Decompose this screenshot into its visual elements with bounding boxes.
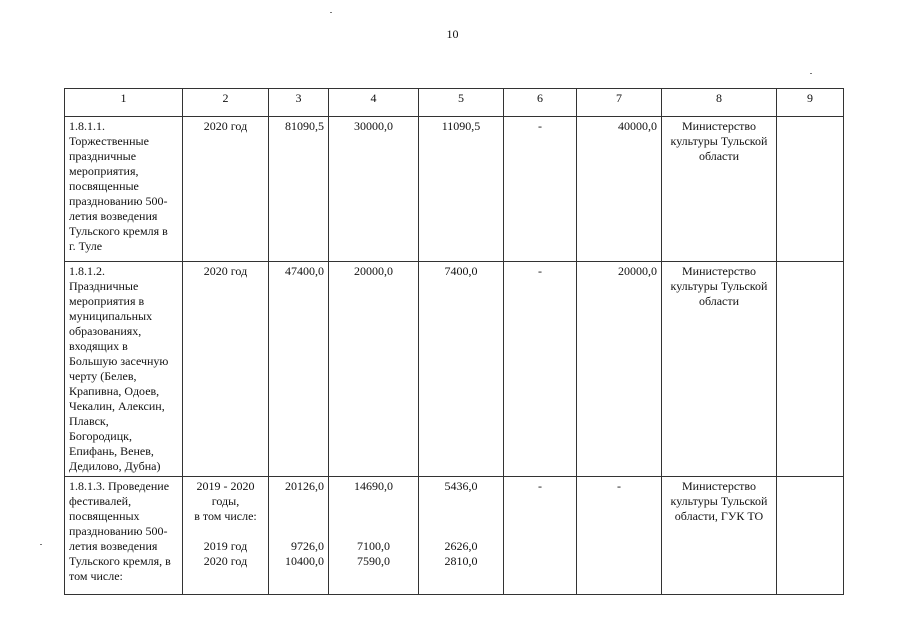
amount-col7-cell: 40000,0 [577, 117, 662, 262]
executor-cell [662, 117, 777, 262]
header-cell: 7 [577, 89, 662, 117]
activity-name-line: мероприятия в [69, 294, 145, 308]
activity-name-line: Торжественные [69, 134, 149, 148]
budget-table [64, 88, 844, 595]
header-cell: 3 [269, 89, 329, 117]
period-cell [183, 262, 269, 477]
activity-name-line: Праздничные [69, 279, 139, 293]
amount-line: 14690,0 [354, 479, 393, 493]
amount-line: 11090,5 [441, 119, 481, 133]
header-row [65, 89, 844, 117]
activity-name-line: 1.8.1.3. Проведение [69, 479, 170, 493]
activity-name-line: празднованию 500- [69, 524, 168, 538]
amount-line: 2810,0 [444, 554, 478, 568]
activity-name-line: 1.8.1.2. [69, 264, 105, 278]
amount-line [423, 509, 499, 524]
period-cell [183, 117, 269, 262]
activity-name-line: праздничные [69, 149, 137, 163]
amount-line: 20000,0 [354, 264, 393, 278]
period-line: 2020 год [203, 264, 248, 278]
activity-name-line: посвященных [69, 509, 140, 523]
amount-col7-cell: - [577, 477, 662, 595]
amount-line: 20126,0 [285, 479, 324, 493]
total-amount-cell [269, 117, 329, 262]
executor-line: области [698, 149, 740, 163]
activity-name-line: входящих в [69, 339, 128, 353]
activity-name-line: празднованию 500- [69, 194, 168, 208]
header-cell: 6 [504, 89, 577, 117]
notes-cell [777, 262, 844, 477]
header-cell: 9 [777, 89, 844, 117]
activity-name-line: г. Туле [69, 239, 103, 253]
total-amount-cell [269, 262, 329, 477]
amount-line [333, 509, 414, 524]
notes-cell [777, 117, 844, 262]
executor-line: Министерство [682, 119, 756, 133]
activity-name-line: Дедилово, Дубна) [69, 459, 161, 473]
amount-line [333, 524, 414, 539]
activity-name-line: летия возведения [69, 539, 158, 553]
page-number: 10 [446, 27, 459, 41]
period-line: 2019 год [203, 539, 248, 553]
activity-name-line: Плавск, [69, 414, 109, 428]
amount-col6-cell: - [504, 262, 577, 477]
amount-line [423, 524, 499, 539]
amount-col6-cell: - [504, 117, 577, 262]
amount-col4-cell [329, 477, 419, 595]
amount-line: 47400,0 [285, 264, 324, 278]
amount-line [273, 524, 324, 539]
table-row [65, 477, 844, 595]
amount-col7-cell: 20000,0 [577, 262, 662, 477]
header-cell: 2 [183, 89, 269, 117]
activity-name-cell [65, 117, 183, 262]
amount-line [333, 494, 414, 509]
amount-col5-cell [419, 262, 504, 477]
header-cell: 1 [65, 89, 183, 117]
activity-name-line: фестивалей, [69, 494, 132, 508]
amount-line: 7400,0 [444, 264, 478, 278]
executor-line: культуры Тульской [670, 494, 768, 508]
period-line: в том числе: [194, 509, 257, 523]
amount-line: 81090,5 [285, 119, 324, 133]
amount-line [273, 509, 324, 524]
activity-name-line: Тульского кремля в [69, 224, 168, 238]
executor-line: Министерство [682, 264, 756, 278]
scan-speck [40, 544, 42, 545]
amount-line: 10400,0 [285, 554, 324, 568]
amount-col5-cell [419, 117, 504, 262]
activity-name-line: муниципальных [69, 309, 153, 323]
period-line: 2020 год [203, 119, 248, 133]
activity-name-cell [65, 262, 183, 477]
amount-line: 5436,0 [444, 479, 478, 493]
activity-name-line: Чекалин, Алексин, [69, 399, 165, 413]
amount-line: 2626,0 [444, 539, 478, 553]
amount-col4-cell [329, 117, 419, 262]
amount-col6-cell: - [504, 477, 577, 595]
executor-cell [662, 477, 777, 595]
table-row [65, 117, 844, 262]
activity-name-line: Большую засечную [69, 354, 169, 368]
activity-name-line: том числе: [69, 569, 123, 583]
table-row [65, 262, 844, 477]
activity-name-line: образованиях, [69, 324, 142, 338]
executor-cell [662, 262, 777, 477]
amount-line [423, 494, 499, 509]
activity-name-line: мероприятия, [69, 164, 139, 178]
header-cell: 8 [662, 89, 777, 117]
activity-name-line: Богородицк, [69, 429, 132, 443]
activity-name-line: посвященные [69, 179, 139, 193]
activity-name-line: летия возведения [69, 209, 158, 223]
activity-name-line: Крапивна, Одоев, [69, 384, 160, 398]
activity-name-line: Епифань, Венев, [69, 444, 154, 458]
executor-line: культуры Тульской [670, 134, 768, 148]
amount-col5-cell [419, 477, 504, 595]
header-cell: 5 [419, 89, 504, 117]
activity-name-cell [65, 477, 183, 595]
scan-speck [330, 12, 332, 13]
executor-line: Министерство [682, 479, 756, 493]
period-line: 2020 год [203, 554, 248, 568]
executor-line: области, ГУК ТО [674, 509, 764, 523]
amount-line: 7100,0 [357, 539, 390, 553]
amount-line: 9726,0 [291, 539, 324, 553]
activity-name-line: черту (Белев, [69, 369, 137, 383]
header-cell: 4 [329, 89, 419, 117]
amount-line: 30000,0 [354, 119, 393, 133]
scan-speck [810, 73, 812, 74]
period-line: годы, [211, 494, 240, 508]
executor-line: области [698, 294, 740, 308]
period-line [187, 524, 264, 539]
activity-name-line: Тульского кремля, в [69, 554, 171, 568]
amount-col4-cell [329, 262, 419, 477]
amount-line: 7590,0 [357, 554, 390, 568]
period-line: 2019 - 2020 [196, 479, 255, 493]
period-cell [183, 477, 269, 595]
executor-line: культуры Тульской [670, 279, 768, 293]
amount-line [273, 494, 324, 509]
total-amount-cell [269, 477, 329, 595]
activity-name-line: 1.8.1.1. [69, 119, 105, 133]
notes-cell [777, 477, 844, 595]
